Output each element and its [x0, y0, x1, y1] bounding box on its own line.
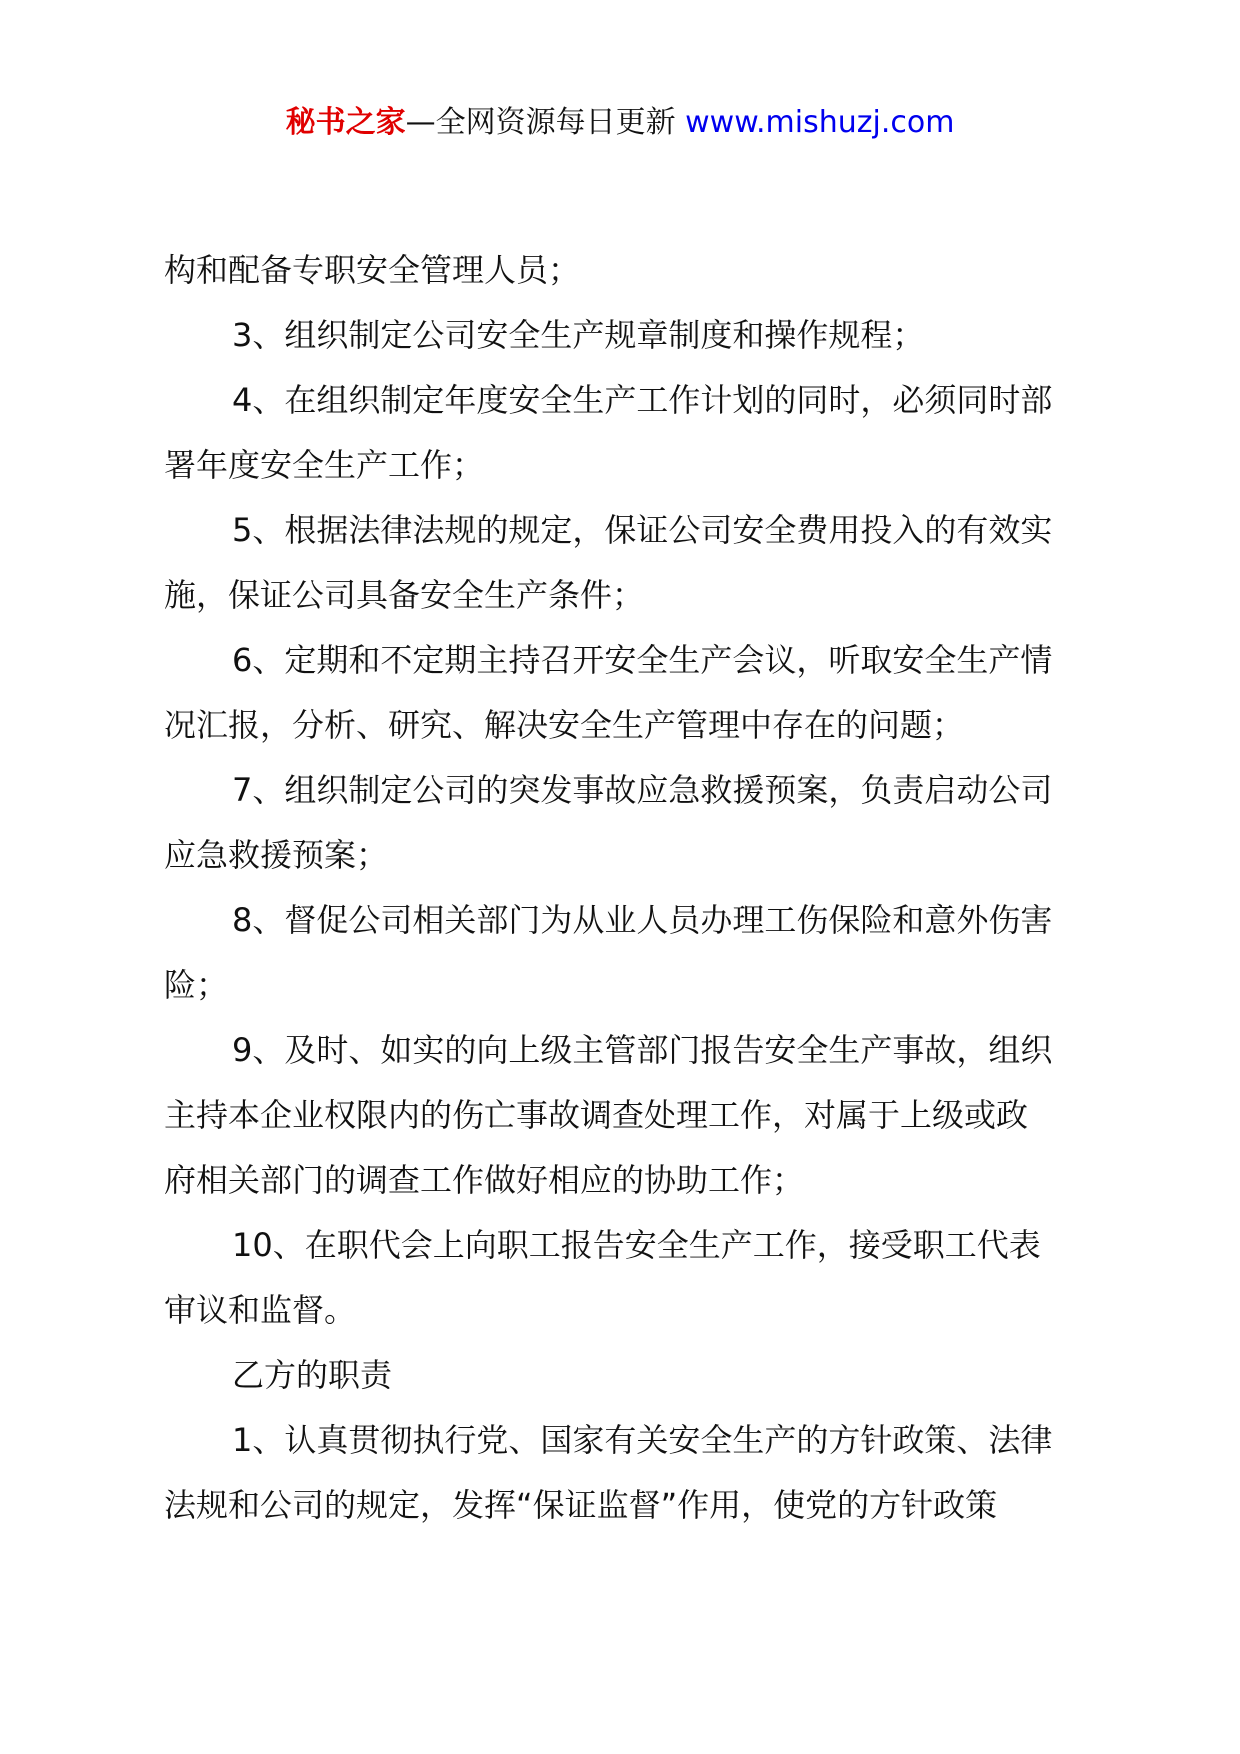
text-line: 应急救援预案； [164, 836, 389, 874]
text-line: 9、及时、如实的向上级主管部门报告安全生产事故，组织 [232, 1031, 1053, 1069]
page-header [0, 98, 1240, 148]
text-line: 10、在职代会上向职工报告安全生产工作，接受职工代表 [232, 1226, 1041, 1264]
text-line: 主持本企业权限内的伤亡事故调查处理工作，对属于上级或政 [164, 1096, 1029, 1134]
text-line: 署年度安全生产工作； [164, 446, 485, 484]
document-body [164, 238, 1082, 1538]
text-line: 险； [164, 966, 229, 1004]
text-line: 审议和监督。 [164, 1291, 357, 1329]
text-line: 构和配备专职安全管理人员； [164, 251, 581, 289]
text-line: 7、组织制定公司的突发事故应急救援预案，负责启动公司 [232, 771, 1053, 809]
section-heading: 乙方的职责 [232, 1356, 393, 1394]
text-line: 施，保证公司具备安全生产条件； [164, 576, 645, 614]
text-line: 8、督促公司相关部门为从业人员办理工伤保险和意外伤害 [232, 901, 1053, 939]
text-line: 况汇报，分析、研究、解决安全生产管理中存在的问题； [164, 706, 965, 744]
text-line: 法规和公司的规定，发挥“保证监督”作用，使党的方针政策 [164, 1486, 998, 1524]
text-line: 府相关部门的调查工作做好相应的协助工作； [164, 1161, 805, 1199]
text-line: 3、组织制定公司安全生产规章制度和操作规程； [232, 316, 925, 354]
text-line: 1、认真贯彻执行党、国家有关安全生产的方针政策、法律 [232, 1421, 1053, 1459]
site-tagline: —全网资源每日更新 [405, 105, 676, 140]
text-line: 5、根据法律法规的规定，保证公司安全费用投入的有效实 [232, 511, 1053, 549]
site-url-link[interactable]: www.mishuzj.com [685, 105, 955, 140]
text-line: 6、定期和不定期主持召开安全生产会议，听取安全生产情 [232, 641, 1053, 679]
text-line: 4、在组织制定年度安全生产工作计划的同时，必须同时部 [232, 381, 1053, 419]
site-brand: 秘书之家 [285, 105, 406, 140]
